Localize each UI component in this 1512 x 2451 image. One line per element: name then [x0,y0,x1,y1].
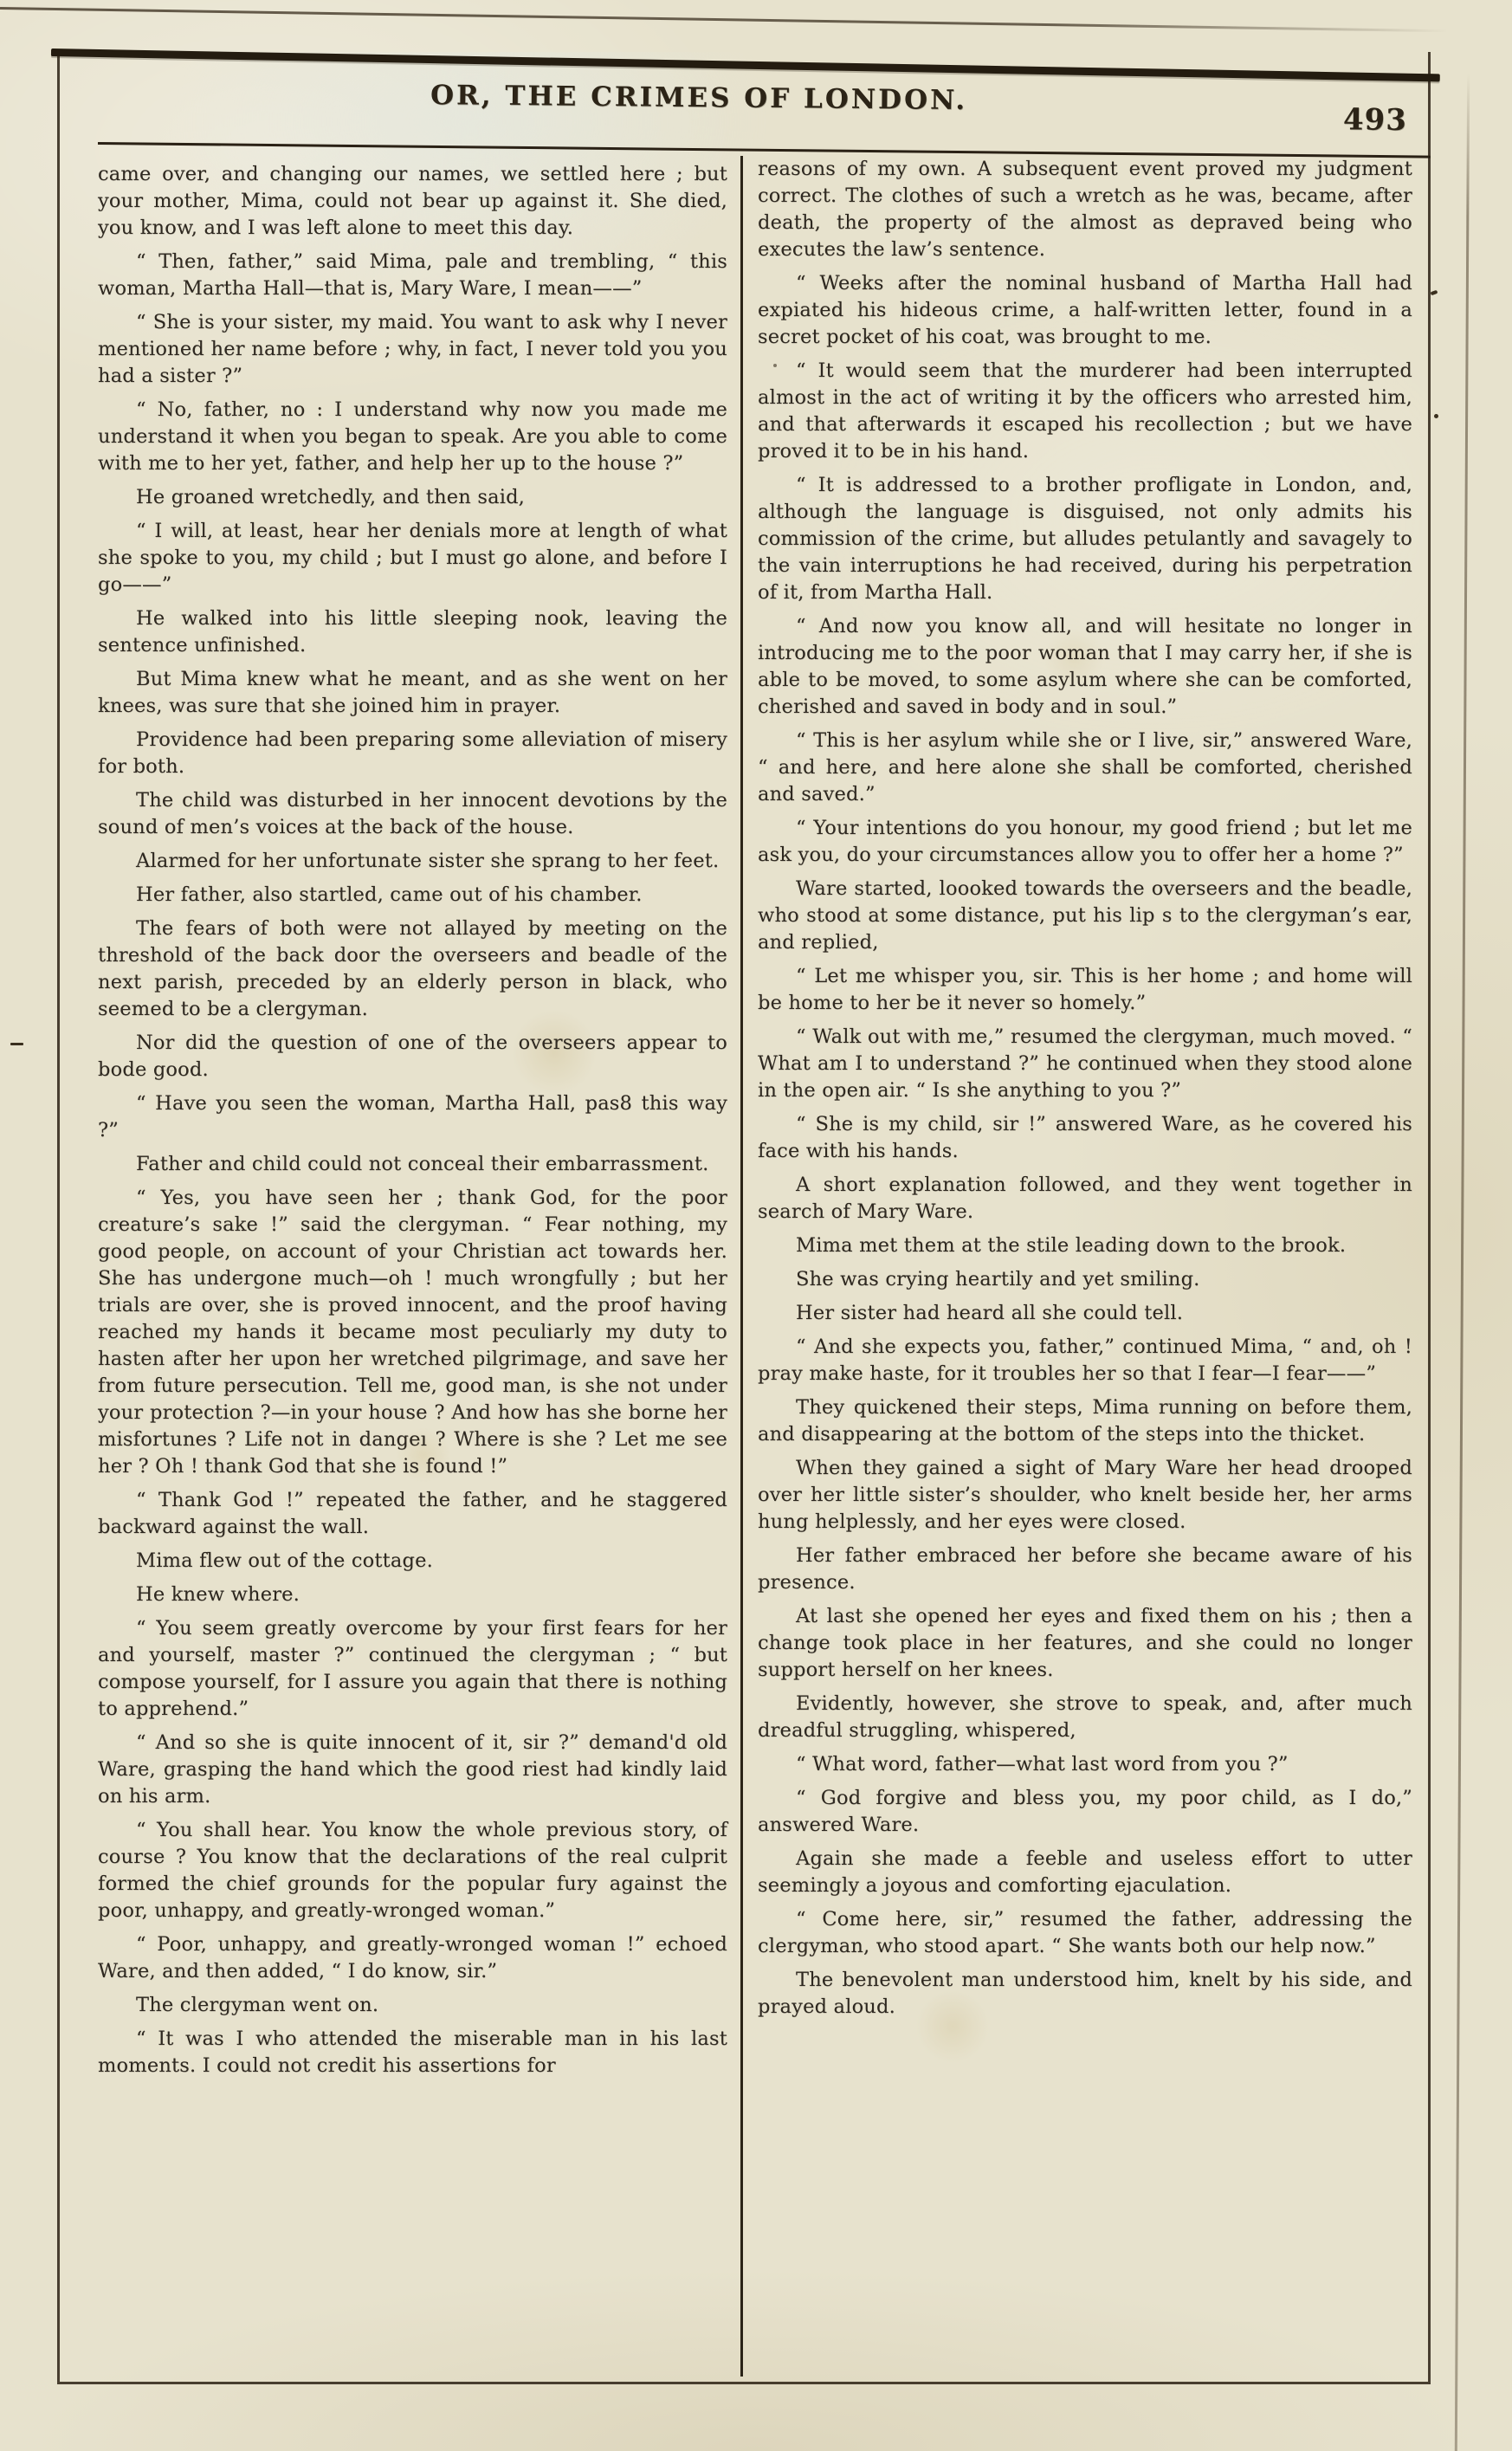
paragraph: “ Poor, unhappy, and greatly-wronged woman !” echoed Ware, and then added, “ I do know, sir.” [98,1933,727,1982]
paragraph: He groaned wretchedly, and then said, [136,486,526,508]
paragraph: “ No, father, no : I understand why now you made me understand it when you began to speak. Are you able to come with me to her yet, father, and help her up to the house ?” [98,398,727,475]
paragraph: The fears of both were not allayed by meeting on the threshold of the back door the overseers and beadle of the next parish, preceded by an elderly person in black, who seemed to be a clergyman. [98,917,727,1020]
paragraph: “ Have you seen the woman, Martha Hall, pas8 this way ?” [98,1092,727,1141]
paragraph: “ What word, father—what last word from you ?” [796,1753,1289,1775]
scan-speck [1431,290,1438,295]
paragraph: “ God forgive and bless you, my poor child, as I do,” answered Ware. [758,1787,1412,1836]
paragraph: Providence had been preparing some alleviation of misery for both. [98,728,727,778]
paragraph: came over, and changing our names, we settled here ; but your mother, Mima, could not bear up against it. She died, you know, and I was left alone to meet this day. [98,163,727,239]
page-frame [57,52,1431,2384]
paragraph: Mima met them at the stile leading down to the brook. [796,1234,1347,1257]
paragraph: But Mima knew what he meant, and as she went on her knees, was sure that she joined him in prayer. [98,668,727,717]
header-top-rule [51,49,1440,81]
paragraph: Nor did the question of one of the overseers appear to bode good. [98,1031,727,1081]
paragraph: He walked into his little sleeping nook, leaving the sentence unfinished. [98,607,727,656]
paragraph: “ Weeks after the nominal husband of Martha Hall had expiated his hideous crime, a half-written letter, found in a secret pocket of his coat, was brought to me. [758,272,1412,348]
paragraph: “ You seem greatly overcome by your first fears for her and yourself, master ?” continued the clergyman ; “ but compose yourself, for I assure you again that there is nothing to apprehend.” [98,1617,727,1720]
paragraph: Ware started, loooked towards the overseers and the beadle, who stood at some distance, put his lip s to the clergyman’s ear, and replied, [758,877,1412,954]
paragraph: A short explanation followed, and they went together in search of Mary Ware. [758,1174,1412,1223]
paragraph: “ Let me whisper you, sir. This is her home ; and home will be home to her be it never so homely.” [758,965,1412,1014]
paragraph: “ Your intentions do you honour, my good friend ; but let me ask you, do your circumstances allow you to offer her a home ?” [758,817,1412,866]
paragraph: When they gained a sight of Mary Ware her head drooped over her little sister’s shoulder, who knelt beside her, her arms hung helplessly, and her eyes were closed. [758,1457,1412,1533]
column-left [98,154,727,2378]
paragraph: “ And she expects you, father,” continued Mima, “ and, oh ! pray make haste, for it troubles her so that I fear—I fear——” [758,1335,1412,1385]
paragraph: Again she made a feeble and useless effort to utter seemingly a joyous and comforting ejaculation. [758,1847,1412,1897]
page-number: 493 [1342,102,1408,138]
page-right-edge [1455,74,1470,2451]
page-header [60,76,1429,150]
text-columns [98,154,1418,2378]
running-title: OR, THE CRIMES OF LONDON. [430,80,968,117]
paragraph: “ And so she is quite innocent of it, sir ?” demand'd old Ware, grasping the hand which the good riest had kindly laid on his arm. [98,1731,727,1808]
paragraph: “ It is addressed to a brother profligate in London, and, although the language is disguised, not only admits his commission of the crime, but alludes petulantly and savagely to the vain interruptions he had received, during his perpetration of it, from Martha Hall. [758,474,1412,604]
paragraph: “ Walk out with me,” resumed the clergyman, much moved. “ What am I to understand ?” he continued when they stood alone in the open air. “ Is she anything to you ?” [758,1025,1412,1102]
paragraph: “ She is your sister, my maid. You want to ask why I never mentioned her name before ; why, in fact, I never told you you had a sister ?” [98,311,727,387]
paragraph: “ It would seem that the murderer had been interrupted almost in the act of writing it by the officers who arrested him, and that afterwards it escaped his recollection ; but we have proved it to be in his hand. [758,359,1412,462]
paragraph: “ It was I who attended the miserable man in his last moments. I could not credit his assertions for [98,2027,727,2077]
paragraph: “ Then, father,” said Mima, pale and trembling, “ this woman, Martha Hall—that is, Mary Ware, I mean——” [98,250,727,300]
paragraph: At last she opened her eyes and fixed them on his ; then a change took place in her features, and she could no longer support herself on her knees. [758,1605,1412,1681]
paragraph: The child was disturbed in her innocent devotions by the sound of men’s voices at the back of the house. [98,789,727,838]
scan-speck [10,1043,23,1045]
paragraph: The benevolent man understood him, knelt by his side, and prayed aloud. [758,1969,1412,2018]
paragraph: “ Thank God !” repeated the father, and he staggered backward against the wall. [98,1489,727,1538]
paragraph: “ You shall hear. You know the whole previous story, of course ? You know that the declarations of the real culprit formed the chief grounds for the popular fury against the poor, unhappy, and greatly-wronged woman.” [98,1819,727,1922]
paragraph: “ And now you know all, and will hesitate no longer in introducing me to the poor woman that I may carry her, if she is able to be moved, to some asylum where she can be comforted, cherished and saved in body and in soul.” [758,615,1412,718]
paragraph: “ I will, at least, hear her denials more at length of what she spoke to you, my child ; but I must go alone, and before I go——” [98,520,727,596]
paragraph: Father and child could not conceal their embarrassment. [136,1153,709,1175]
paragraph: She was crying heartily and yet smiling. [796,1268,1200,1290]
paragraph: Alarmed for her unfortunate sister she sprang to her feet. [136,850,720,872]
paragraph: Her father embraced her before she became aware of his presence. [758,1544,1412,1594]
paragraph: Her sister had heard all she could tell. [796,1302,1184,1324]
paragraph: “ This is her asylum while she or I live, sir,” answered Ware, “ and here, and here alone she shall be comforted, cherished and saved.” [758,729,1412,805]
column-divider-rule [740,156,743,2377]
scan-speck [773,364,777,367]
paragraph: “ Come here, sir,” resumed the father, addressing the clergyman, who stood apart. “ She wants both our help now.” [758,1908,1412,1957]
paragraph: “ Yes, you have seen her ; thank God, for the poor creature’s sake !” said the clergyman. “ Fear nothing, my good people, on account of your Christian act towards her. She has undergone much—oh ! much wrongfully ; but her trials are over, she is proved innocent, and the proof having reached my hands it became most peculiarly my duty to hasten after her upon her wretched pilgrimage, and save her from future persecution. Tell me, good man, is she not under your protection ?—in your house ? And how has she borne her misfortunes ? Life not in dangeı ? Where is she ? Let me see her ? Oh ! thank God that she is found !” [98,1187,727,1478]
paragraph: reasons of my own. A subsequent event proved my judgment correct. The clothes of such a wretch as he was, became, after death, the property of the almost as depraved being who executes the law’s sentence. [758,158,1412,261]
paragraph: The clergyman went on. [136,1994,379,2016]
page-top-edge [0,7,1509,33]
paragraph: Evidently, however, she strove to speak, and, after much dreadful struggling, whispered, [758,1692,1412,1742]
paragraph: “ She is my child, sir !” answered Ware, as he covered his face with his hands. [758,1113,1412,1162]
paragraph: They quickened their steps, Mima running on before them, and disappearing at the bottom of the steps into the thicket. [758,1396,1412,1445]
paragraph: He knew where. [136,1583,300,1606]
paragraph: Mima flew out of the cottage. [136,1549,433,1572]
paragraph: Her father, also startled, came out of his chamber. [136,883,643,906]
column-right [758,154,1418,2378]
scan-speck [1434,414,1438,418]
